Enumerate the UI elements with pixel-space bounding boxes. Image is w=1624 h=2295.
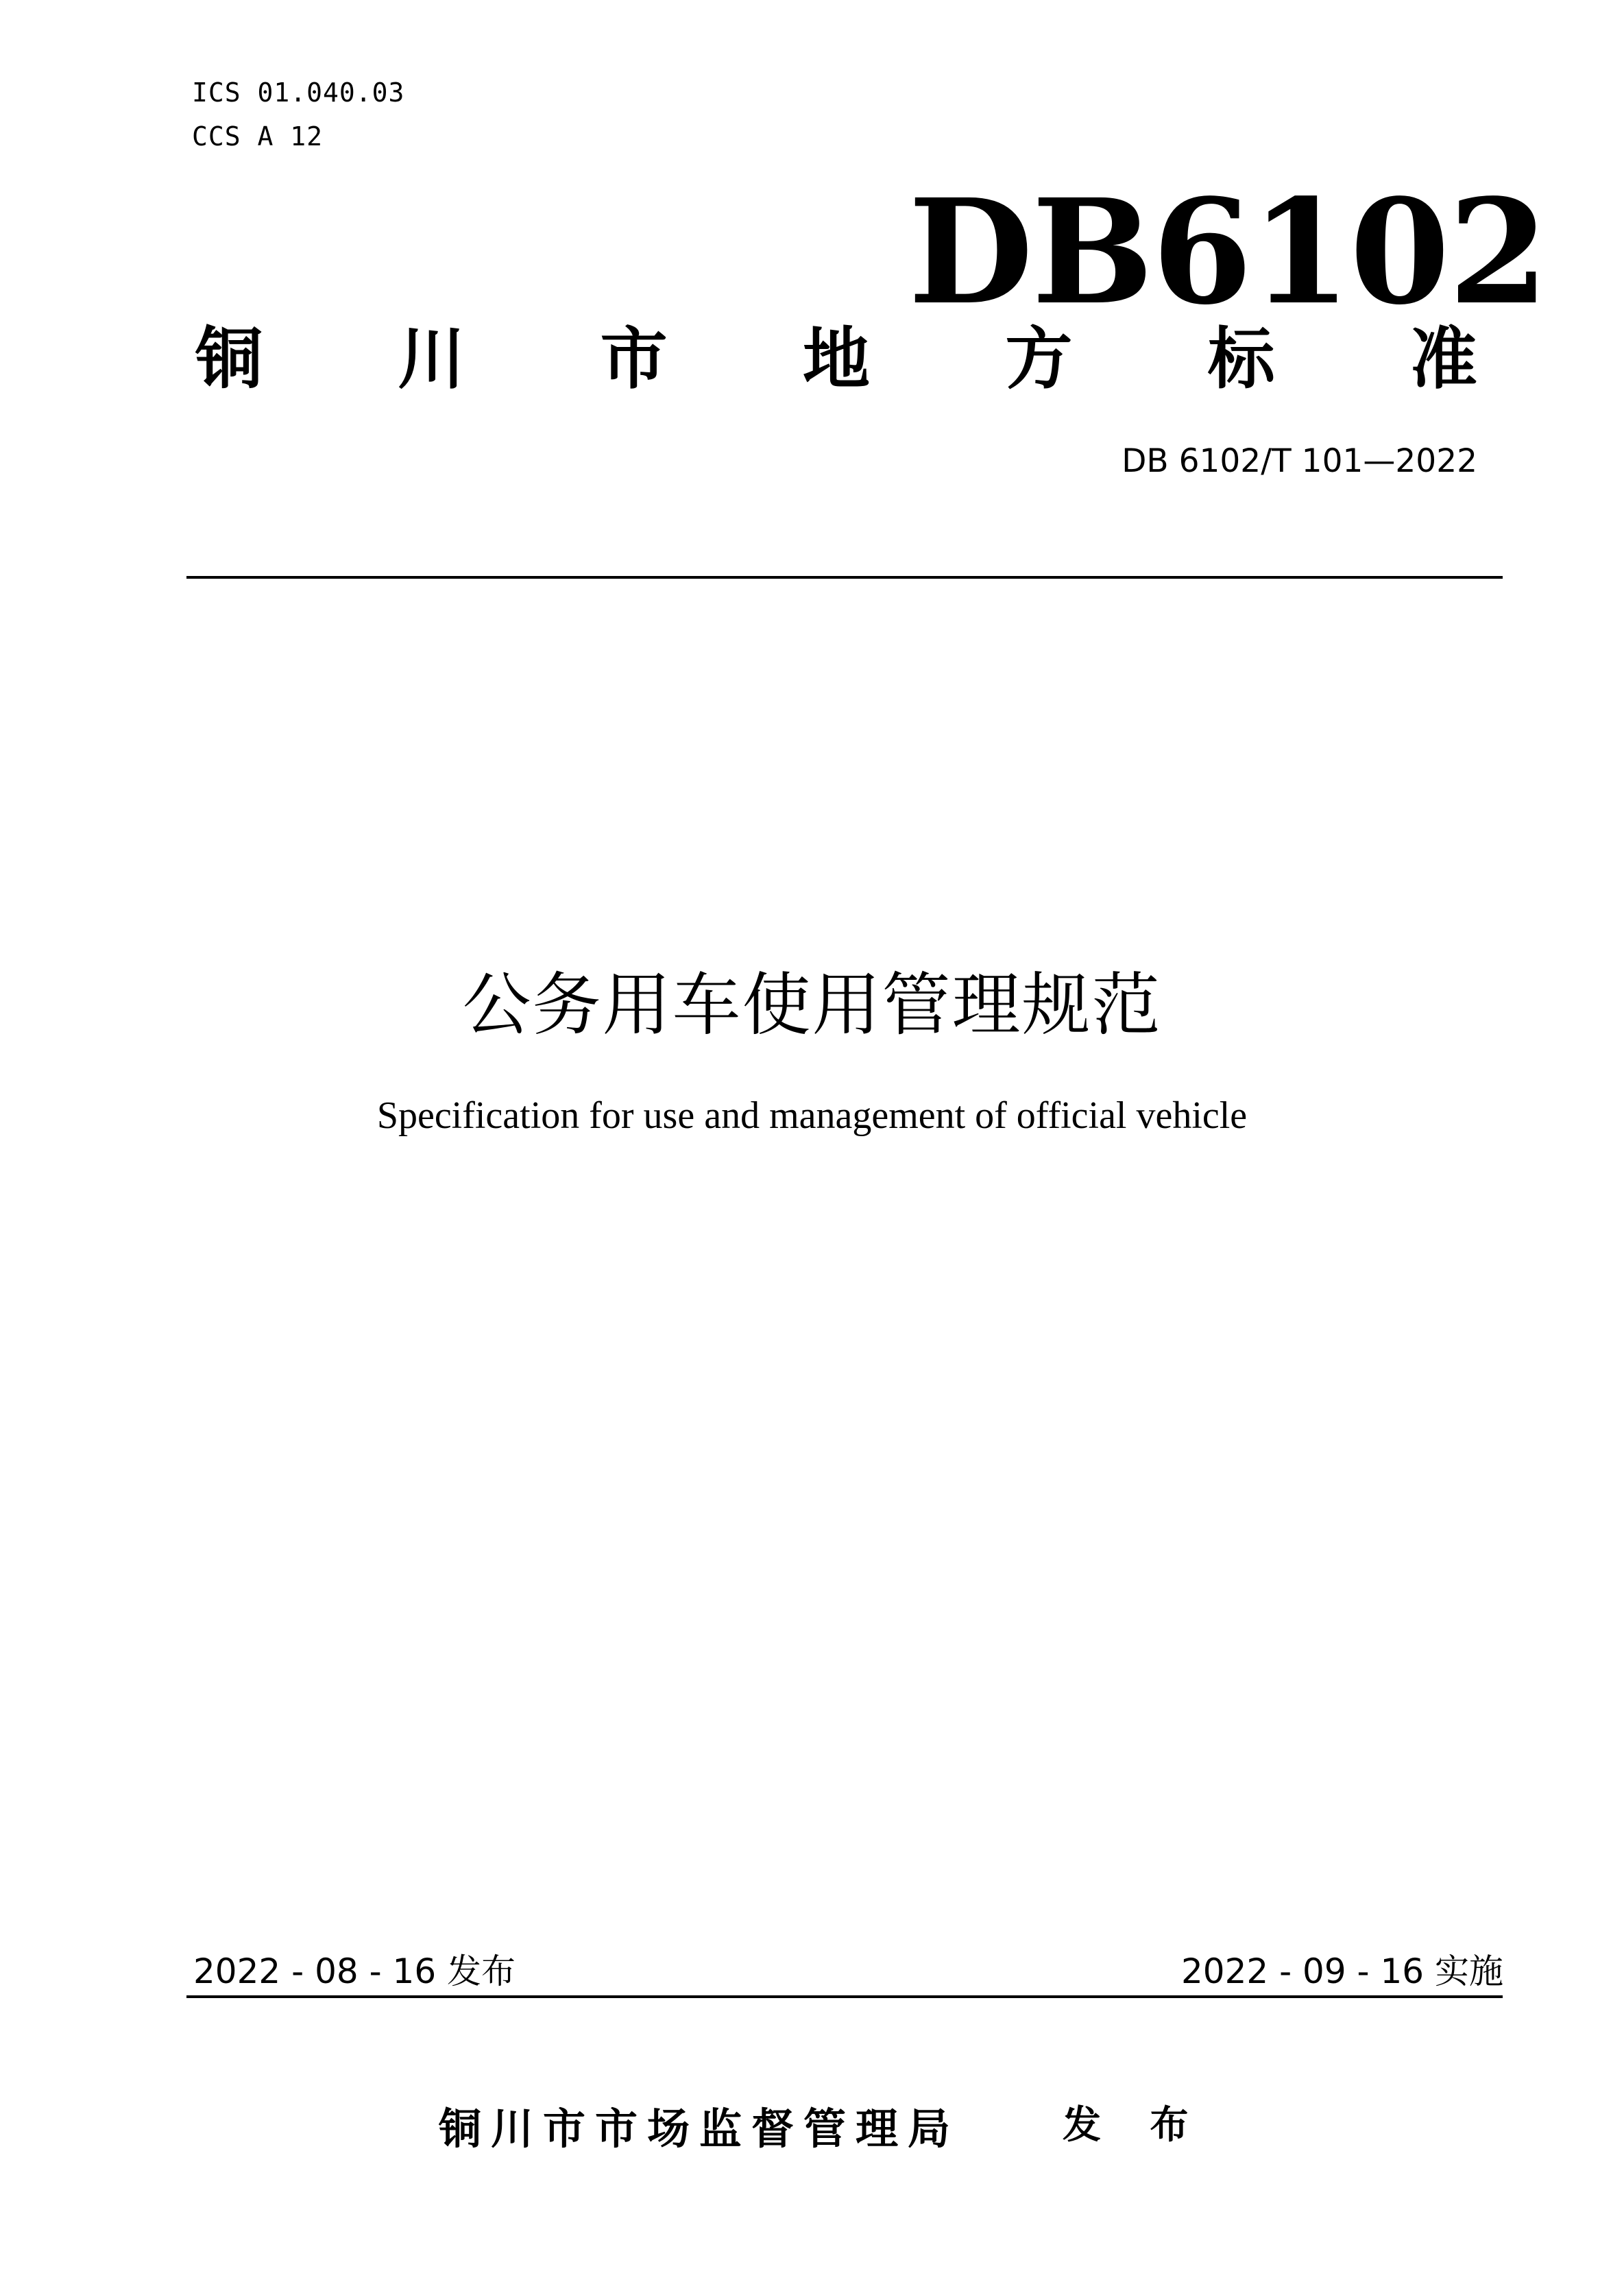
standard-number: DB 6102/T 101—2022 [1122, 442, 1477, 480]
document-title-chinese: 公务用车使用管理规范 [462, 965, 1162, 1045]
standard-type-heading [195, 312, 1477, 398]
top-divider [186, 576, 1503, 579]
standard-type-char: 方 [1005, 320, 1073, 398]
issue-date: 2022 - 08 - 16 发布 [193, 1951, 516, 1991]
issue-action: 发 布 [1063, 2103, 1207, 2148]
standard-type-char: 铜 [195, 320, 263, 398]
standard-type-char: 地 [802, 320, 870, 398]
bottom-divider [186, 1995, 1503, 1998]
standard-type-char: 市 [600, 320, 668, 398]
implementation-date: 2022 - 09 - 16 实施 [1180, 1951, 1503, 1991]
standard-type-char: 川 [398, 320, 465, 398]
issuing-authority: 铜川市市场监督管理局 [439, 2104, 960, 2154]
standard-type-char: 标 [1207, 320, 1275, 398]
db-logo: DB6102 [908, 167, 1548, 337]
document-title-english: Specification for use and management of official vehicle [376, 1094, 1248, 1137]
ics-code: ICS 01.040.03 [192, 77, 405, 108]
ccs-code: CCS A 12 [192, 121, 324, 152]
standard-type-char: 准 [1409, 320, 1477, 398]
